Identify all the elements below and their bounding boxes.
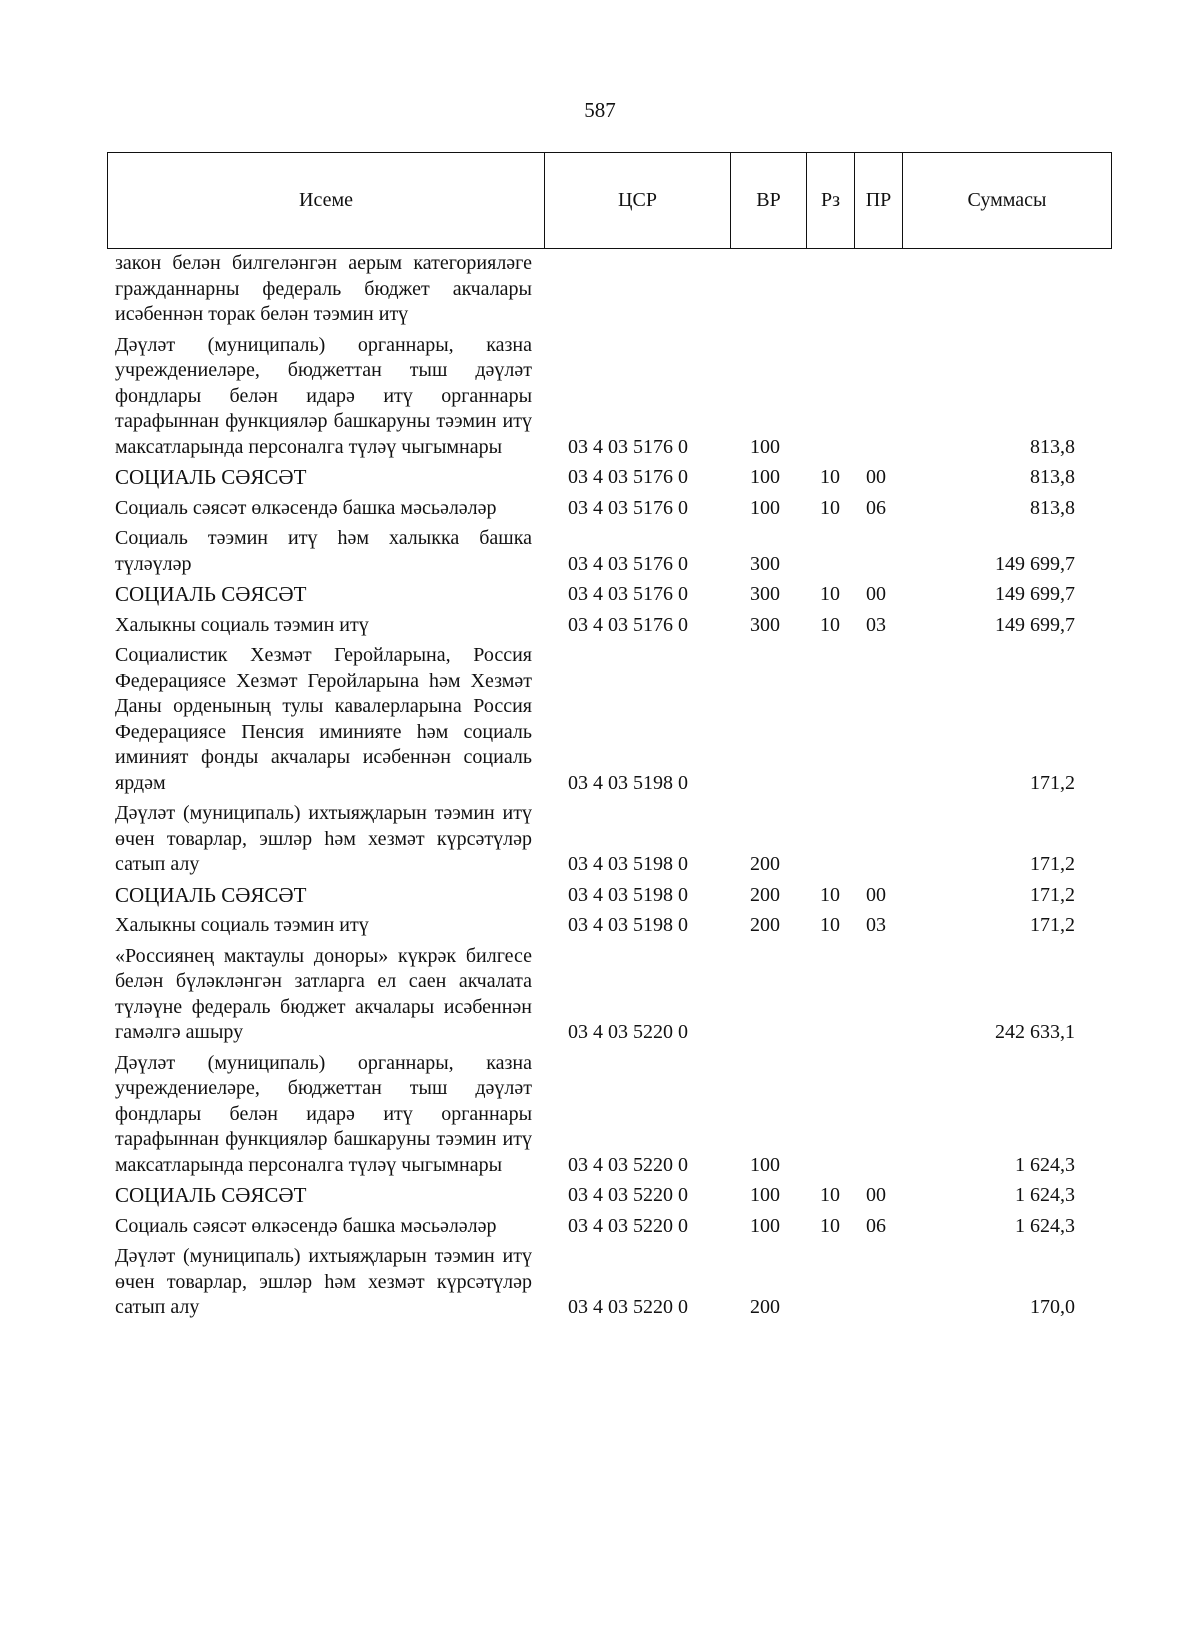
budget-rows [107,251,1111,1326]
row-name: Социаль сәясәт өлкәсендә башка мәсьәләләр [115,496,497,519]
row-rz-code [806,801,854,883]
table-row [107,496,1111,527]
row-pr-code [854,801,902,883]
row-rz-code [806,333,854,466]
table-row [107,944,1111,1051]
row-csr-code: 03 4 03 5176 0 [568,496,688,519]
column-header-pr: ПР [855,153,903,249]
row-csr-code: 03 4 03 5220 0 [568,1214,688,1237]
row-amount: 1 624,3 [1015,1184,1075,1206]
row-amount: 813,8 [1030,496,1075,519]
row-amount: 242 633,1 [995,1021,1075,1043]
row-rz-code: 10 [820,613,840,636]
budget-table-body [107,251,1111,1326]
row-csr-code: 03 4 03 5176 0 [568,552,688,575]
row-pr-code: 00 [866,466,886,488]
row-rz-code: 10 [820,1184,840,1206]
row-vr-code: 300 [750,583,780,605]
column-header-rz: Рз [807,153,855,249]
row-name: СОЦИАЛЬ СӘЯСӘТ [115,1183,307,1207]
row-vr-code: 300 [750,552,780,575]
row-name: СОЦИАЛЬ СӘЯСӘТ [115,465,307,489]
row-vr-code: 300 [750,613,780,636]
table-row [107,465,1111,496]
row-csr-code: 03 4 03 5198 0 [568,853,688,875]
row-rz-code [806,251,854,333]
row-name: «Россиянең мактаулы доноры» күкрәк билгесе белән бүләкләнгән затларга ел саен акчалата түләүне федераль бюджет акчалары исәбеннән гамәлгә ашыру [115,944,532,1043]
row-csr-code: 03 4 03 5220 0 [568,1153,688,1176]
row-pr-code [854,643,902,801]
row-amount [902,251,1111,333]
row-vr-code: 100 [750,435,780,458]
row-csr-code: 03 4 03 5176 0 [568,613,688,636]
row-vr-code: 100 [750,1153,780,1176]
table-row [107,1214,1111,1245]
row-amount: 149 699,7 [995,583,1075,605]
row-pr-code: 00 [866,1184,886,1206]
row-csr-code: 03 4 03 5198 0 [568,914,688,936]
row-name: закон белән билгеләнгән аерым категорияләге гражданнарны федераль бюджет акчалары исәбеннән торак белән тәэмин итү [115,252,532,325]
row-pr-code [854,251,902,333]
row-pr-code: 00 [866,883,886,906]
row-pr-code [854,944,902,1051]
page-number: 587 [584,98,616,122]
column-header-name: Исеме [108,153,545,249]
row-pr-code: 06 [866,1214,886,1237]
row-pr-code: 03 [866,914,886,936]
row-vr-code: 100 [750,496,780,519]
row-name: СОЦИАЛЬ СӘЯСӘТ [115,582,307,606]
row-pr-code [854,1244,902,1326]
row-vr-code: 100 [750,1184,780,1206]
row-amount: 171,2 [1030,853,1075,875]
row-name: Дәүләт (муниципаль) ихтыяҗларын тәэмин итү өчен товарлар, эшләр һәм хезмәт күрсәтүләр сатып алу [115,802,532,875]
row-amount: 171,2 [1030,771,1075,794]
row-name: Социаль тәэмин итү һәм халыкка башка түләүләр [115,527,532,575]
row-rz-code [806,1051,854,1184]
row-rz-code: 10 [820,883,840,906]
budget-table-header [107,152,1112,249]
table-row [107,1244,1111,1326]
row-pr-code: 06 [866,496,886,519]
table-row [107,643,1111,801]
row-csr-code: 03 4 03 5198 0 [568,771,688,794]
row-csr-code: 03 4 03 5176 0 [568,583,688,605]
row-csr-code: 03 4 03 5198 0 [568,883,688,906]
row-rz-code [806,1244,854,1326]
table-row [107,251,1111,333]
row-pr-code: 03 [866,613,886,636]
row-vr-code [730,944,806,1051]
row-amount: 1 624,3 [1015,1214,1075,1237]
table-row [107,526,1111,582]
row-rz-code: 10 [820,914,840,936]
row-csr-code: 03 4 03 5176 0 [568,435,688,458]
row-rz-code: 10 [820,1214,840,1237]
row-rz-code [806,643,854,801]
row-amount: 1 624,3 [1015,1153,1075,1176]
table-row [107,1051,1111,1184]
row-vr-code: 200 [750,883,780,906]
table-row [107,913,1111,944]
row-amount: 171,2 [1030,914,1075,936]
row-amount: 171,2 [1030,883,1075,906]
row-name: Дәүләт (муниципаль) органнары, казна учреждениеләре, бюджеттан тыш дәүләт фондлары белән идарә итү органнары тарафыннан функцияләр башкаруны тәэмин итү максатларында персоналга түләү чыгымнары [115,333,532,458]
row-vr-code: 200 [750,914,780,936]
row-name: Дәүләт (муниципаль) ихтыяҗларын тәэмин итү өчен товарлар, эшләр һәм хезмәт күрсәтүләр сатып алу [115,1245,532,1318]
row-csr-code [544,251,730,333]
row-vr-code [730,643,806,801]
row-vr-code: 200 [750,1296,780,1318]
column-header-vr: ВР [731,153,807,249]
table-row [107,582,1111,613]
row-vr-code: 200 [750,853,780,875]
column-header-sum: Суммасы [903,153,1112,249]
row-pr-code [854,1051,902,1184]
row-name: Халыкны социаль тәэмин итү [115,613,369,636]
row-csr-code: 03 4 03 5220 0 [568,1021,688,1043]
row-csr-code: 03 4 03 5220 0 [568,1184,688,1206]
table-row [107,883,1111,914]
column-header-csr: ЦСР [545,153,731,249]
row-rz-code [806,944,854,1051]
row-rz-code: 10 [820,466,840,488]
table-row [107,613,1111,644]
row-name: Халыкны социаль тәэмин итү [115,914,369,936]
row-amount: 813,8 [1030,435,1075,458]
row-pr-code [854,333,902,466]
table-row [107,333,1111,466]
row-rz-code: 10 [820,583,840,605]
row-csr-code: 03 4 03 5176 0 [568,466,688,488]
row-rz-code [806,526,854,582]
row-name: Социалистик Хезмәт Геройларына, Россия Федерациясе Хезмәт Геройларына һәм Хезмәт Даны орденының тулы кавалерларына Россия Федерациясе Пенсия иминияте һәм социаль иминият фонды акчалары исәбеннән социаль ярдәм [115,644,532,794]
row-amount: 170,0 [1030,1296,1075,1318]
row-rz-code: 10 [820,496,840,519]
row-vr-code [730,251,806,333]
row-name: Дәүләт (муниципаль) органнары, казна учреждениеләре, бюджеттан тыш дәүләт фондлары белән идарә итү органнары тарафыннан функцияләр башкаруны тәэмин итү максатларында персоналга түләү чыгымнары [115,1051,532,1176]
row-vr-code: 100 [750,1214,780,1237]
row-amount: 813,8 [1030,466,1075,488]
table-row [107,801,1111,883]
row-amount: 149 699,7 [995,613,1075,636]
row-pr-code [854,526,902,582]
row-vr-code: 100 [750,466,780,488]
row-csr-code: 03 4 03 5220 0 [568,1296,688,1318]
table-row [107,1183,1111,1214]
row-name: Социаль сәясәт өлкәсендә башка мәсьәләләр [115,1214,497,1237]
row-pr-code: 00 [866,583,886,605]
row-name: СОЦИАЛЬ СӘЯСӘТ [115,882,307,907]
row-amount: 149 699,7 [995,552,1075,575]
